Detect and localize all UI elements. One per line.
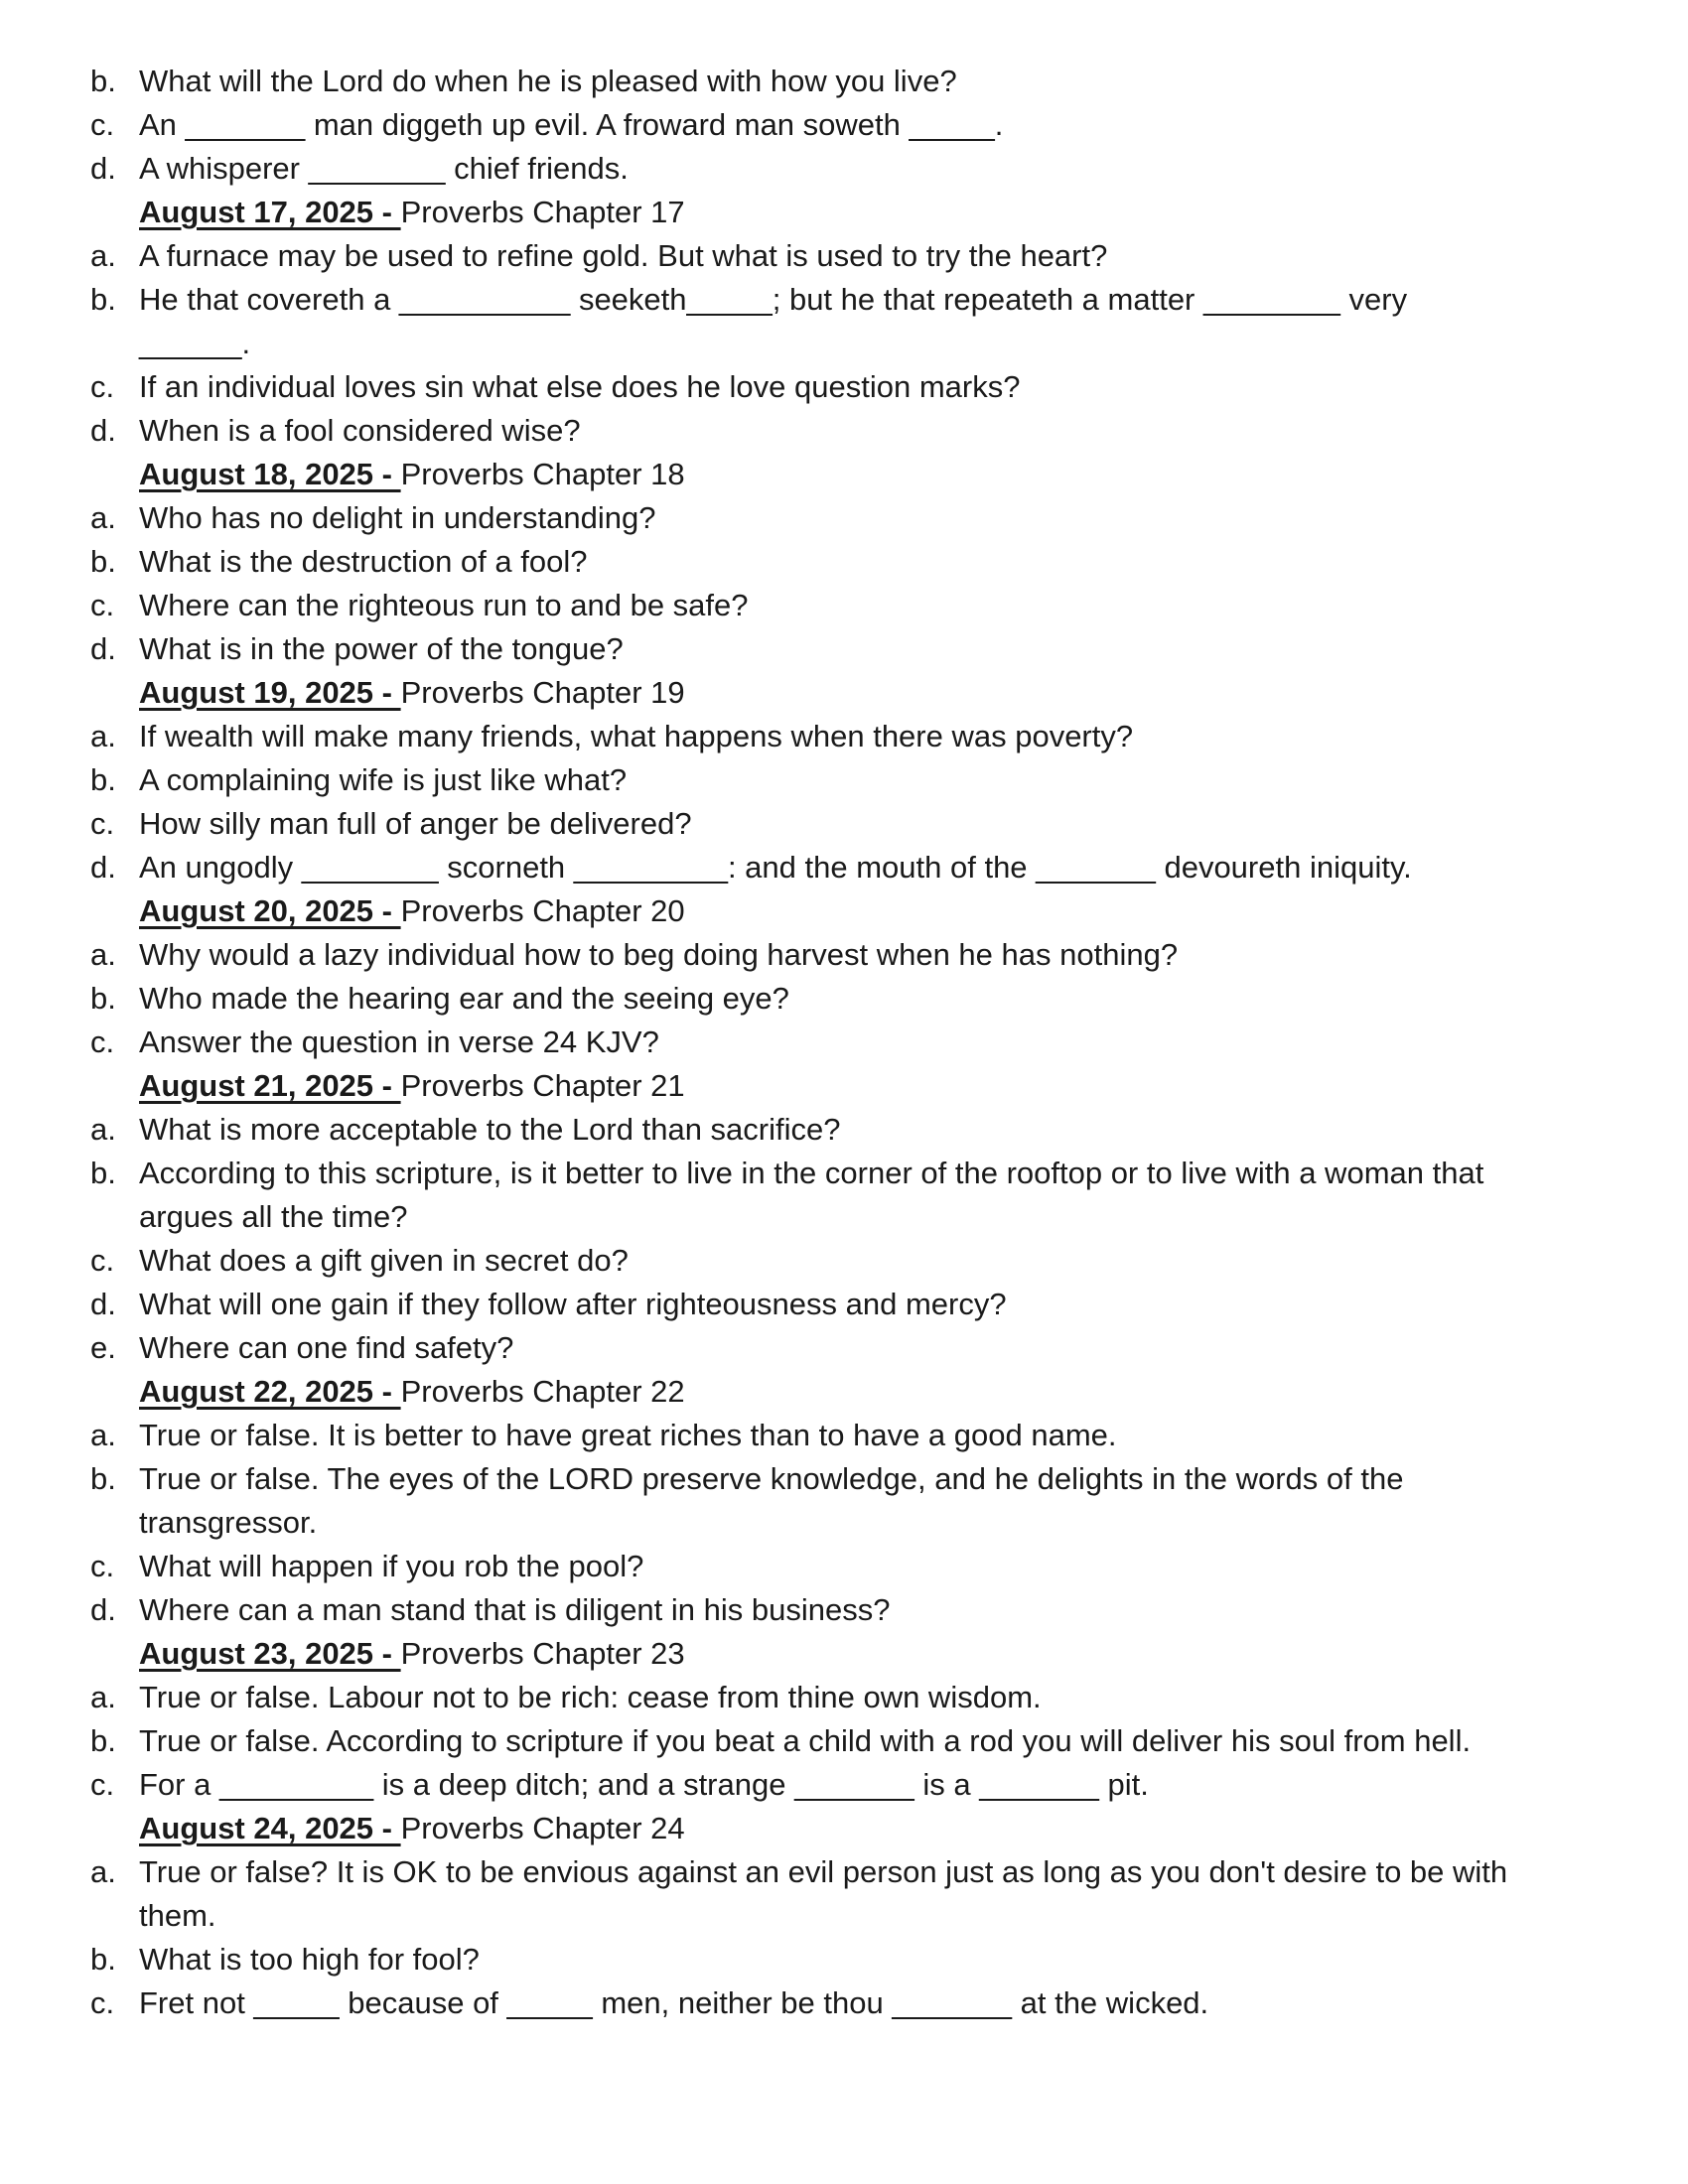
item-letter: d. — [90, 1592, 116, 1627]
day-heading — [0, 191, 1688, 234]
item-letter: c. — [90, 1767, 115, 1802]
item-letter: b. — [90, 64, 116, 98]
item-letter: a. — [90, 1112, 116, 1147]
heading-date: August 17, 2025 - — [139, 195, 401, 229]
question-item — [0, 278, 1688, 322]
question-item — [0, 1457, 1688, 1501]
day-heading — [0, 1064, 1688, 1108]
question-item — [0, 627, 1688, 671]
question-text: What is more acceptable to the Lord than sacrifice? — [139, 1112, 841, 1147]
question-text: True or false. The eyes of the LORD preserve knowledge, and he delights in the words of the — [139, 1461, 1404, 1496]
item-letter: e. — [90, 1330, 116, 1365]
item-letter: b. — [90, 762, 116, 797]
item-letter: d. — [90, 631, 116, 666]
question-item — [0, 1588, 1688, 1632]
question-text: True or false. According to scripture if you beat a child with a rod you will deliver his soul from hell. — [139, 1723, 1472, 1758]
question-item — [0, 234, 1688, 278]
item-letter: b. — [90, 544, 116, 579]
heading-chapter: Proverbs Chapter 21 — [400, 1068, 685, 1103]
question-item — [0, 60, 1688, 103]
question-continuation — [0, 1195, 1688, 1239]
question-item — [0, 1850, 1688, 1894]
question-text: True or false. It is better to have great riches than to have a good name. — [139, 1418, 1117, 1452]
item-letter: c. — [90, 1243, 115, 1278]
question-text: What will the Lord do when he is pleased with how you live? — [139, 64, 957, 98]
heading-date: August 18, 2025 - — [139, 457, 401, 491]
heading-line — [139, 889, 685, 933]
item-letter: b. — [90, 1156, 116, 1190]
item-letter: b. — [90, 1942, 116, 1977]
question-continuation — [0, 322, 1688, 365]
question-item — [0, 1414, 1688, 1457]
question-text: How silly man full of anger be delivered? — [139, 806, 692, 841]
question-text: Where can a man stand that is diligent in his business? — [139, 1592, 891, 1627]
question-item — [0, 1021, 1688, 1064]
item-letter: c. — [90, 107, 115, 142]
question-text: What will one gain if they follow after righteousness and mercy? — [139, 1287, 1007, 1321]
question-item — [0, 103, 1688, 147]
question-item — [0, 933, 1688, 977]
item-letter: b. — [90, 1723, 116, 1758]
question-item — [0, 409, 1688, 453]
heading-date: August 21, 2025 - — [139, 1068, 401, 1103]
question-text: Who made the hearing ear and the seeing eye? — [139, 981, 789, 1016]
question-text: Who has no delight in understanding? — [139, 500, 656, 535]
item-letter: a. — [90, 500, 116, 535]
question-text: A complaining wife is just like what? — [139, 762, 628, 797]
question-text: A whisperer ________ chief friends. — [139, 151, 629, 186]
question-text: What will happen if you rob the pool? — [139, 1549, 644, 1583]
heading-date: August 24, 2025 - — [139, 1811, 401, 1845]
item-letter: d. — [90, 413, 116, 448]
question-item — [0, 1545, 1688, 1588]
item-letter: a. — [90, 1418, 116, 1452]
heading-chapter: Proverbs Chapter 23 — [400, 1636, 685, 1671]
heading-date: August 20, 2025 - — [139, 893, 401, 928]
question-item — [0, 1719, 1688, 1763]
question-text-continued: transgressor. — [139, 1505, 318, 1540]
question-item — [0, 1938, 1688, 1981]
question-text: Where can the righteous run to and be safe? — [139, 588, 749, 622]
question-item — [0, 1283, 1688, 1326]
heading-line — [139, 453, 685, 496]
question-item — [0, 846, 1688, 889]
question-text: According to this scripture, is it better to live in the corner of the rooftop or to live with a woman that — [139, 1156, 1484, 1190]
day-heading — [0, 1370, 1688, 1414]
item-letter: c. — [90, 1024, 115, 1059]
item-letter: a. — [90, 1854, 116, 1889]
item-letter: b. — [90, 282, 116, 317]
question-text-continued: ______. — [139, 326, 251, 360]
question-text: An ungodly ________ scorneth _________: and the mouth of the _______ devoureth iniquity. — [139, 850, 1412, 885]
day-heading — [0, 1632, 1688, 1676]
question-text: Why would a lazy individual how to beg doing harvest when he has nothing? — [139, 937, 1179, 972]
heading-chapter: Proverbs Chapter 17 — [400, 195, 685, 229]
question-text: Answer the question in verse 24 KJV? — [139, 1024, 659, 1059]
day-heading — [0, 453, 1688, 496]
question-continuation — [0, 1501, 1688, 1545]
question-text: Fret not _____ because of _____ men, neither be thou _______ at the wicked. — [139, 1985, 1209, 2020]
heading-line — [139, 191, 685, 234]
item-letter: d. — [90, 850, 116, 885]
question-text: Where can one find safety? — [139, 1330, 514, 1365]
item-letter: a. — [90, 1680, 116, 1714]
question-item — [0, 1981, 1688, 2025]
day-heading — [0, 671, 1688, 715]
question-text: If an individual loves sin what else does he love question marks? — [139, 369, 1021, 404]
heading-chapter: Proverbs Chapter 20 — [400, 893, 685, 928]
item-letter: d. — [90, 1287, 116, 1321]
question-item — [0, 802, 1688, 846]
day-heading — [0, 889, 1688, 933]
question-item — [0, 365, 1688, 409]
heading-chapter: Proverbs Chapter 19 — [400, 675, 685, 710]
heading-date: August 22, 2025 - — [139, 1374, 401, 1409]
heading-line — [139, 1807, 685, 1850]
question-text: True or false. Labour not to be rich: cease from thine own wisdom. — [139, 1680, 1042, 1714]
question-item — [0, 758, 1688, 802]
question-text: What is in the power of the tongue? — [139, 631, 624, 666]
heading-line — [139, 1064, 685, 1108]
question-item — [0, 977, 1688, 1021]
question-text: He that covereth a __________ seeketh_____; but he that repeateth a matter ________ very — [139, 282, 1408, 317]
heading-chapter: Proverbs Chapter 22 — [400, 1374, 685, 1409]
question-text-continued: them. — [139, 1898, 216, 1933]
question-item — [0, 1763, 1688, 1807]
item-letter: c. — [90, 806, 115, 841]
heading-line — [139, 1632, 685, 1676]
heading-chapter: Proverbs Chapter 18 — [400, 457, 685, 491]
item-letter: d. — [90, 151, 116, 186]
question-item — [0, 496, 1688, 540]
question-item — [0, 1326, 1688, 1370]
item-letter: b. — [90, 981, 116, 1016]
question-item — [0, 147, 1688, 191]
question-item — [0, 1152, 1688, 1195]
question-text-continued: argues all the time? — [139, 1199, 408, 1234]
question-item — [0, 540, 1688, 584]
question-text: True or false? It is OK to be envious against an evil person just as long as you don't desire to be with — [139, 1854, 1508, 1889]
question-item — [0, 584, 1688, 627]
question-text: If wealth will make many friends, what happens when there was poverty? — [139, 719, 1134, 753]
heading-date: August 23, 2025 - — [139, 1636, 401, 1671]
question-continuation — [0, 1894, 1688, 1938]
heading-line — [139, 671, 685, 715]
day-heading — [0, 1807, 1688, 1850]
question-item — [0, 1108, 1688, 1152]
item-letter: c. — [90, 588, 115, 622]
question-item — [0, 715, 1688, 758]
document-page — [0, 60, 1688, 2025]
question-text: For a _________ is a deep ditch; and a strange _______ is a _______ pit. — [139, 1767, 1149, 1802]
question-text: A furnace may be used to refine gold. But what is used to try the heart? — [139, 238, 1108, 273]
item-letter: a. — [90, 719, 116, 753]
item-letter: a. — [90, 238, 116, 273]
question-item — [0, 1239, 1688, 1283]
question-text: What does a gift given in secret do? — [139, 1243, 629, 1278]
question-text: What is too high for fool? — [139, 1942, 480, 1977]
heading-line — [139, 1370, 685, 1414]
item-letter: c. — [90, 369, 115, 404]
heading-chapter: Proverbs Chapter 24 — [400, 1811, 685, 1845]
item-letter: b. — [90, 1461, 116, 1496]
item-letter: c. — [90, 1985, 115, 2020]
item-letter: c. — [90, 1549, 115, 1583]
question-item — [0, 1676, 1688, 1719]
question-text: When is a fool considered wise? — [139, 413, 581, 448]
item-letter: a. — [90, 937, 116, 972]
question-text: What is the destruction of a fool? — [139, 544, 588, 579]
question-text: An _______ man diggeth up evil. A froward man soweth _____. — [139, 107, 1004, 142]
heading-date: August 19, 2025 - — [139, 675, 401, 710]
